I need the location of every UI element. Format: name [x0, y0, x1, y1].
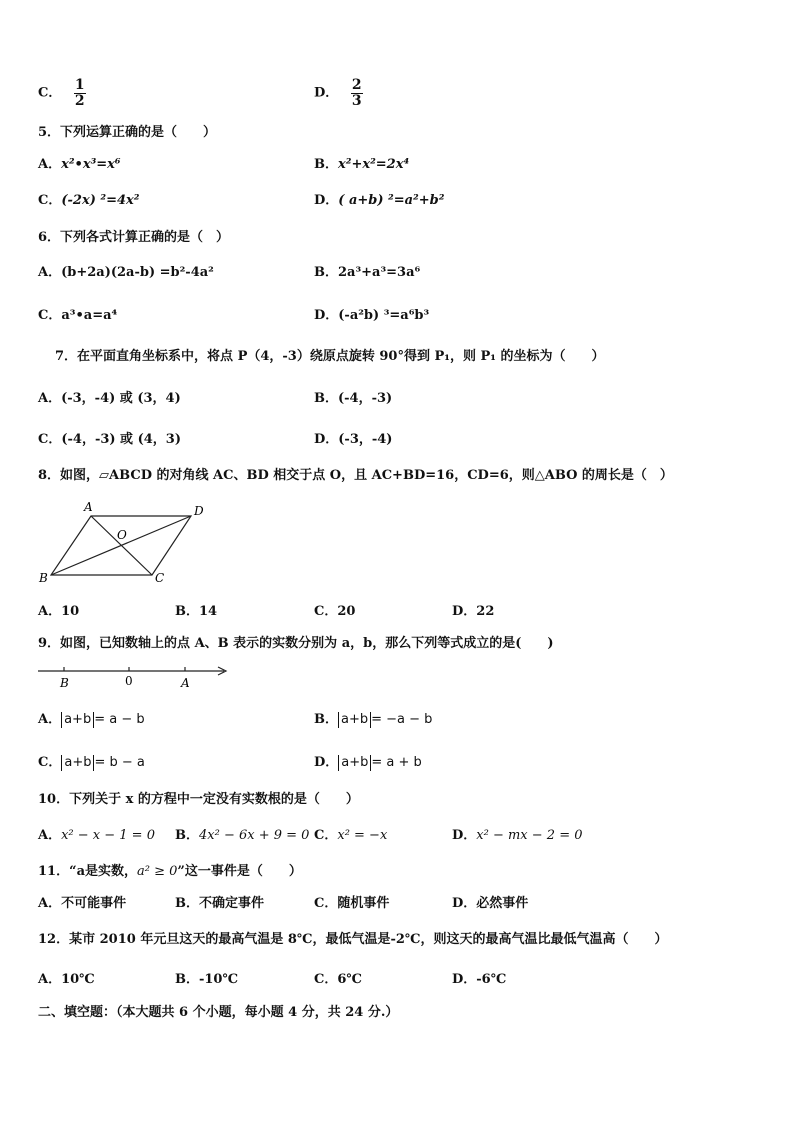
q8-option-d: D．22	[452, 604, 495, 619]
q7-stem: 7．在平面直角坐标系中，将点 P（4，-3）绕原点旋转 90°得到 P₁，则 P₁ 的坐标为（ ）	[55, 349, 605, 364]
q12-option-a: A．10℃	[38, 972, 95, 987]
q5-option-b-label: B．	[314, 157, 338, 172]
q7-option-b: B．(-4，-3)	[314, 391, 393, 406]
q5-option-d-label: D．	[314, 193, 339, 208]
q10-option-b	[175, 828, 309, 844]
q11-stem	[38, 864, 302, 880]
q10-stem: 10．下列关于 x 的方程中一定没有实数根的是（ ）	[38, 792, 359, 807]
vertex-label-a: A	[84, 500, 93, 514]
q6-stem: 6．下列各式计算正确的是（ ）	[38, 230, 230, 245]
q8-option-a: A．10	[38, 604, 80, 619]
q4-c-denominator: 2	[74, 93, 85, 109]
q10-option-a-text: x² − x − 1 = 0	[61, 828, 155, 843]
q9-option-a-abs: a+b	[61, 712, 94, 728]
q6-option-b: B．2a³+a³=3a⁶	[314, 265, 421, 280]
q5-option-b	[314, 157, 409, 173]
q4-option-d-label: D．	[314, 85, 339, 101]
q4-d-denominator: 3	[351, 93, 362, 109]
q11-option-a: A．不可能事件	[38, 896, 127, 911]
q9-option-b-label: B．	[314, 712, 338, 727]
vertex-label-c: C	[155, 571, 165, 585]
q12-stem: 12．某市 2010 年元旦这天的最高气温是 8℃，最低气温是-2℃，则这天的最高气温比最低气温高（ ）	[38, 932, 668, 947]
q11-option-c: C．随机事件	[314, 896, 390, 911]
q4-option-c-fraction	[74, 78, 86, 109]
q8-option-b: B．14	[175, 604, 218, 619]
q8-parallelogram-figure	[36, 500, 211, 590]
q6-option-c: C．a³•a=a⁴	[38, 308, 118, 323]
q11-option-d: D．必然事件	[452, 896, 529, 911]
q5-option-c	[38, 193, 139, 209]
vertex-label-b: B	[39, 571, 48, 585]
q9-option-b	[314, 712, 432, 728]
q10-option-c-label: C．	[314, 828, 338, 843]
q4-option-d	[314, 78, 363, 109]
q9-option-c-label: C．	[38, 755, 62, 770]
q11-stem-suffix: ”这一事件是（ ）	[177, 864, 302, 879]
q12-option-b: B．-10℃	[175, 972, 239, 987]
q9-option-d	[314, 755, 422, 771]
q10-option-b-text: 4x² − 6x + 9 = 0	[199, 828, 310, 843]
q12-option-d: D．-6℃	[452, 972, 507, 987]
q11-stem-math: a² ≥ 0	[137, 864, 178, 879]
vertex-label-d: D	[194, 504, 204, 518]
q9-option-d-label: D．	[314, 755, 339, 770]
q5-option-a-text: x²•x³=x⁶	[61, 157, 121, 172]
q5-option-d	[314, 193, 444, 209]
q10-option-d	[452, 828, 583, 844]
q10-option-a	[38, 828, 155, 844]
q10-option-d-label: D．	[452, 828, 477, 843]
q9-option-d-abs: a+b	[338, 755, 371, 771]
q10-option-c-text: x² = −x	[337, 828, 388, 843]
q7-option-d: D．(-3，-4)	[314, 432, 393, 447]
point-label-a: A	[181, 676, 190, 690]
q4-option-d-fraction	[351, 78, 363, 109]
q9-option-a-rhs: = a − b	[94, 712, 145, 727]
q9-stem: 9．如图，已知数轴上的点 A、B 表示的实数分别为 a，b，那么下列等式成立的是( )	[38, 636, 554, 651]
q10-option-a-label: A．	[38, 828, 62, 843]
q4-option-c	[38, 78, 86, 109]
q12-option-c: C．6℃	[314, 972, 362, 987]
q5-stem: 5．下列运算正确的是（ ）	[38, 125, 217, 140]
q9-option-c	[38, 755, 145, 771]
section-2-heading: 二、填空题：（本大题共 6 个小题，每小题 4 分，共 24 分.）	[38, 1005, 399, 1020]
point-label-b: B	[60, 676, 69, 690]
q8-stem: 8．如图，▱ABCD 的对角线 AC、BD 相交于点 O，且 AC+BD=16，CD=6，则△ABO 的周长是（ ）	[38, 468, 673, 483]
q6-option-d: D．(-a²b) ³=a⁶b³	[314, 308, 430, 323]
q10-option-b-label: B．	[175, 828, 199, 843]
q9-option-c-abs: a+b	[61, 755, 94, 771]
q9-number-line-figure	[36, 660, 236, 692]
q10-option-d-text: x² − mx − 2 = 0	[476, 828, 583, 843]
q11-option-b: B．不确定事件	[175, 896, 264, 911]
q9-option-a	[38, 712, 145, 728]
q6-option-a: A．(b+2a)(2a-b) =b²-4a²	[38, 265, 214, 280]
q9-option-c-rhs: = b − a	[94, 755, 145, 770]
q9-option-b-rhs: = −a − b	[371, 712, 433, 727]
q5-option-b-text: x²+x²=2x⁴	[338, 157, 410, 172]
q11-stem-prefix: 11．“a是实数，	[38, 864, 137, 879]
q5-option-c-label: C．	[38, 193, 62, 208]
diagonal-bd	[51, 516, 191, 575]
center-label-o: O	[117, 528, 127, 542]
q9-option-d-rhs: = a + b	[371, 755, 422, 770]
q4-c-numerator: 1	[74, 77, 85, 93]
q8-option-c: C．20	[314, 604, 356, 619]
q10-option-c	[314, 828, 387, 844]
q5-option-a	[38, 157, 121, 173]
q5-option-a-label: A．	[38, 157, 62, 172]
q7-option-c: C．(-4，-3) 或 (4，3)	[38, 432, 181, 447]
q9-option-a-label: A．	[38, 712, 62, 727]
q4-d-numerator: 2	[351, 77, 362, 93]
q7-option-a: A．(-3，-4) 或 (3，4)	[38, 391, 181, 406]
q5-option-c-text: (-2x) ²=4x²	[61, 193, 140, 208]
point-label-zero: 0	[125, 674, 133, 688]
q5-option-d-text: ( a+b) ²=a²+b²	[338, 193, 445, 208]
q4-option-c-label: C．	[38, 85, 62, 101]
q9-option-b-abs: a+b	[338, 712, 371, 728]
